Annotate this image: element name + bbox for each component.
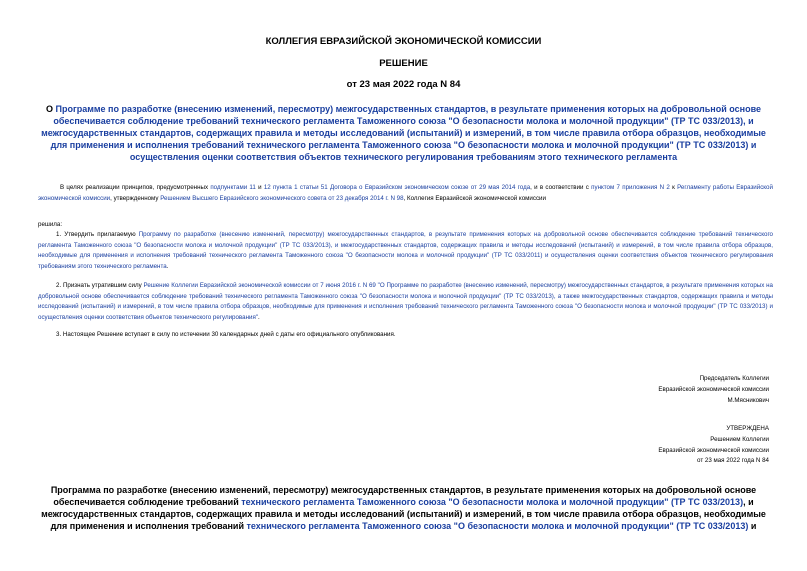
title-prefix: О <box>45 104 56 114</box>
paragraph-1-program-link[interactable]: Программу по разработке (внесению изменений, пересмотру) межгосударственных стандартов, в результате применения которых на добровольной основе обеспечивается соблюдение требований технического регламента Таможенного союза "О безопасности молока и молочной продукции" (ТР ТС 033/2013), и межгосударственных стандартов, содержащих правила и методы исследований (испытаний) и измерений, в том числе правила отбора образцов, необходимые для применения и исполнения требований технического регламента Таможенного союза "О безопасности молока и молочной продукции" (ТР ТС 033/2011) и осуществления оценки соответствия объектов технического регулирования требованиям этого технического регламента <box>38 231 773 270</box>
approval-date: от 23 мая 2022 года N 84 <box>697 457 769 465</box>
intro-link-treaty[interactable]: 12 пункта 1 статьи 51 Договора о Евразийском экономическом союзе от 29 мая 2014 года <box>263 184 531 191</box>
signature-organization: Евразийской экономической комиссии <box>658 385 769 393</box>
signature-name: М.Мясникович <box>727 396 769 404</box>
paragraph-1 <box>38 230 773 272</box>
intro-link-subparagraph-11[interactable]: подпунктами 11 <box>210 184 256 191</box>
intro-text: В целях реализации принципов, предусмотренных <box>60 184 211 191</box>
intro-text: , и в соответствии с <box>530 184 592 191</box>
approval-organization: Евразийской экономической комиссии <box>658 446 769 454</box>
program-title-text: , и межгосударственных стандартов, содержащих правила и методы исследований (испытаний) и измерений, в том числе правила отбора образцов, необходимые для применения и исполнения требований <box>41 497 766 531</box>
intro-paragraph <box>38 183 773 204</box>
program-title-text: Программа по разработке (внесению изменений, пересмотру) межгосударственных стандартов, в результате применения которых на добровольной основе обеспечивается соблюдение требований <box>50 485 757 507</box>
paragraph-2-decision-link[interactable]: Решение Коллегии Евразийской экономической комиссии от 7 июня 2016 г. N 69 "О Программе по разработке (внесению изменений, пересмотру) межгосударственных стандартов, в результате применения которых на добровольной основе обеспечивается соблюдение требований технического регламента Таможенного союза "О безопасности молока и молочной продукции" (ТР ТС 033/2013), а также межгосударственных стандартов, содержащих правила и методы исследований (испытаний) и измерений, в том числе правила отбора образцов, необходимые для применения и исполнения требований технического регламента Таможенного союза "О безопасности молока и молочной продукции" (ТР ТС 033/2013) и осуществления оценки соответствия объектов технического регулирования" <box>38 282 773 321</box>
document-date-heading: от 23 мая 2022 года N 84 <box>346 79 461 90</box>
resolved-label: решила: <box>38 221 63 228</box>
intro-text: , утвержденному <box>110 194 161 202</box>
approval-block <box>469 424 769 467</box>
paragraph-1-text: 1. Утвердить прилагаемую <box>56 231 139 238</box>
program-title <box>40 484 767 532</box>
signature-block <box>469 374 769 406</box>
program-title-regulation-link-2[interactable]: технического регламента Таможенного союза "О безопасности молока и молочной продукции" (ТР ТС 033/2013) <box>246 521 749 531</box>
paragraph-1-text: . <box>166 262 169 270</box>
intro-text: , Коллегия Евразийской экономической комиссии <box>403 194 546 202</box>
title-program-link[interactable]: Программе по разработке (внесению изменений, пересмотру) межгосударственных стандартов, в результате применения которых на добровольной основе обеспечивается соблюдение требований технического регламента Таможенного союза "О безопасности молока и молочной продукции" (ТР ТС 033/2013), и межгосударственных стандартов, содержащих правила и методы исследований (испытаний) и измерений, в том числе правила отбора образцов, необходимые для применения и исполнения требований технического регламента Таможенного союза "О безопасности молока и молочной продукции" (ТР ТС 033/2013) и осуществления оценки соответствия объектов технического регулирования требованиям этого технического регламента <box>41 104 766 162</box>
signature-position: Председатель Коллегии <box>699 375 769 382</box>
organization-heading: КОЛЛЕГИЯ ЕВРАЗИЙСКОЙ ЭКОНОМИЧЕСКОЙ КОМИССИИ <box>265 36 542 47</box>
program-title-regulation-link[interactable]: технического регламента Таможенного союза "О безопасности молока и молочной продукции" (ТР ТС 033/2013) <box>241 497 744 507</box>
intro-text: и <box>255 184 264 191</box>
decision-title <box>40 103 767 163</box>
intro-link-supreme-council-decision[interactable]: Решением Высшего Евразийского экономического совета от 23 декабря 2014 г. N 98 <box>160 194 404 202</box>
approval-by: Решением Коллегии <box>710 435 769 443</box>
paragraph-2 <box>38 281 773 323</box>
paragraph-3: 3. Настоящее Решение вступает в силу по истечении 30 календарных дней с даты его официального опубликования. <box>56 331 396 338</box>
document-type-heading: РЕШЕНИЕ <box>379 58 428 69</box>
intro-text: к <box>669 184 678 191</box>
paragraph-2-text: 2. Признать утратившим силу <box>56 282 144 289</box>
intro-link-regulations[interactable]: Регламенту работы Евразийской экономической комиссии <box>38 184 773 202</box>
intro-link-annex-point[interactable]: пунктом 7 приложения N 2 <box>591 184 670 191</box>
program-title-text: и <box>748 521 757 531</box>
paragraph-2-text: . <box>258 313 260 321</box>
approval-heading: УТВЕРЖДЕНА <box>726 425 769 432</box>
